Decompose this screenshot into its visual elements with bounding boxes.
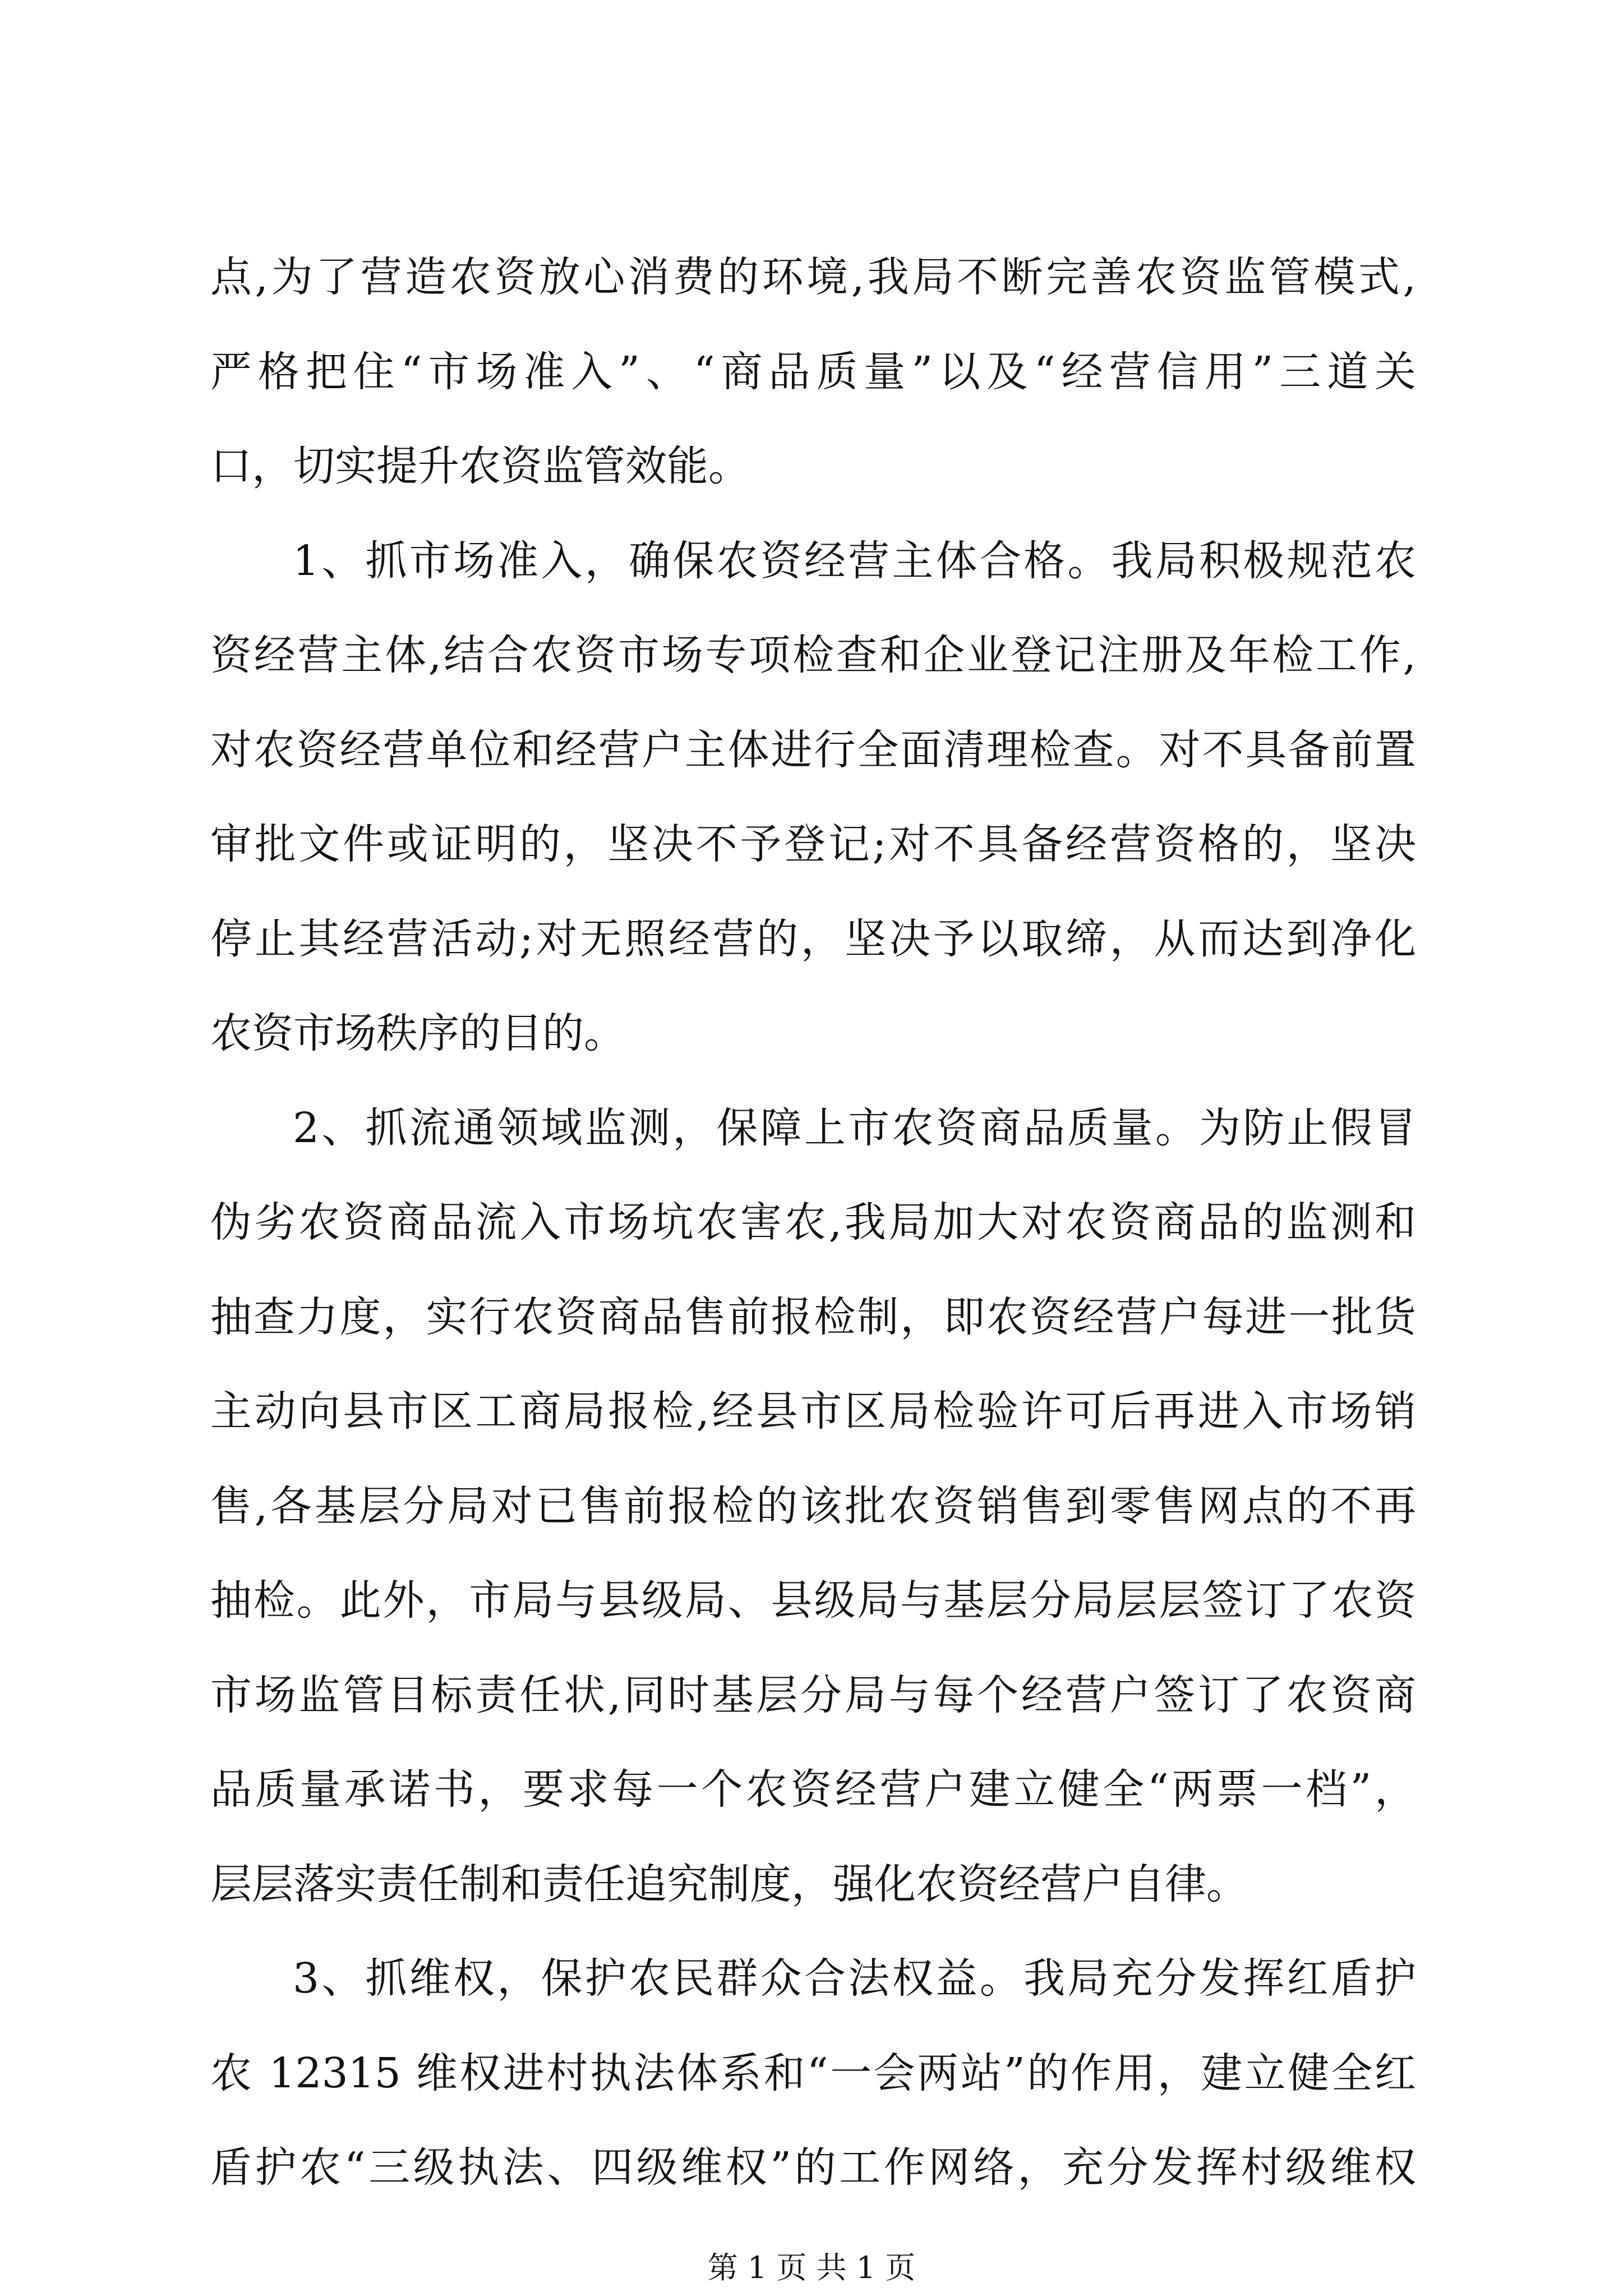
text-line: 主动向县市区工商局报检,经县市区局检验许可后再进入市场销	[210, 1387, 1416, 1435]
text-line: 盾护农“三级执法、四级维权”的工作网络，充分发挥村级维权	[210, 2143, 1416, 2192]
text-line: 农资市场秩序的目的。	[210, 1009, 625, 1057]
text-line: 抽查力度，实行农资商品售前报检制，即农资经营户每进一批货	[210, 1292, 1416, 1341]
text-line: 品质量承诺书，要求每一个农资经营户建立健全“两票一档”，	[210, 1765, 1416, 1814]
text-line: 资经营主体,结合农资市场专项检查和企业登记注册及年检工作,	[210, 631, 1416, 679]
text-line: 农 12315 维权进村执法体系和“一会两站”的作用，建立健全红	[210, 2049, 1416, 2097]
text-line: 售,各基层分局对已售前报检的该批农资销售到零售网点的不再	[210, 1481, 1416, 1530]
text-line: 伪劣农资商品流入市场坑农害农,我局加大对农资商品的监测和	[210, 1198, 1416, 1246]
paragraph-1-first-line: 1、抓市场准入，确保农资经营主体合格。我局积极规范农	[293, 536, 1416, 585]
text-line: 审批文件或证明的，坚决不予登记;对不具备经营资格的，坚决	[210, 820, 1416, 868]
text-line: 市场监管目标责任状,同时基层分局与每个经营户签订了农资商	[210, 1671, 1416, 1719]
text-line: 对农资经营单位和经营户主体进行全面清理检查。对不具备前置	[210, 725, 1416, 774]
text-line: 口，切实提升农资监管效能。	[210, 442, 750, 490]
text-line: 停止其经营活动;对无照经营的，坚决予以取缔，从而达到净化	[210, 914, 1416, 963]
text-line: 层层落实责任制和责任追究制度，强化农资经营户自律。	[210, 1860, 1248, 1908]
page-footer: 第 1 页 共 1 页	[707, 2250, 916, 2285]
paragraph-2-first-line: 2、抓流通领域监测，保障上市农资商品质量。为防止假冒	[293, 1103, 1416, 1152]
text-line: 点,为了营造农资放心消费的环境,我局不断完善农资监管模式,	[210, 253, 1416, 301]
paragraph-3-first-line: 3、抓维权，保护农民群众合法权益。我局充分发挥红盾护	[293, 1954, 1416, 2003]
text-line: 抽检。此外，市局与县级局、县级局与基层分局层层签订了农资	[210, 1576, 1416, 1625]
text-line: 严格把住“市场准入”、“商品质量”以及“经营信用”三道关	[210, 347, 1416, 396]
